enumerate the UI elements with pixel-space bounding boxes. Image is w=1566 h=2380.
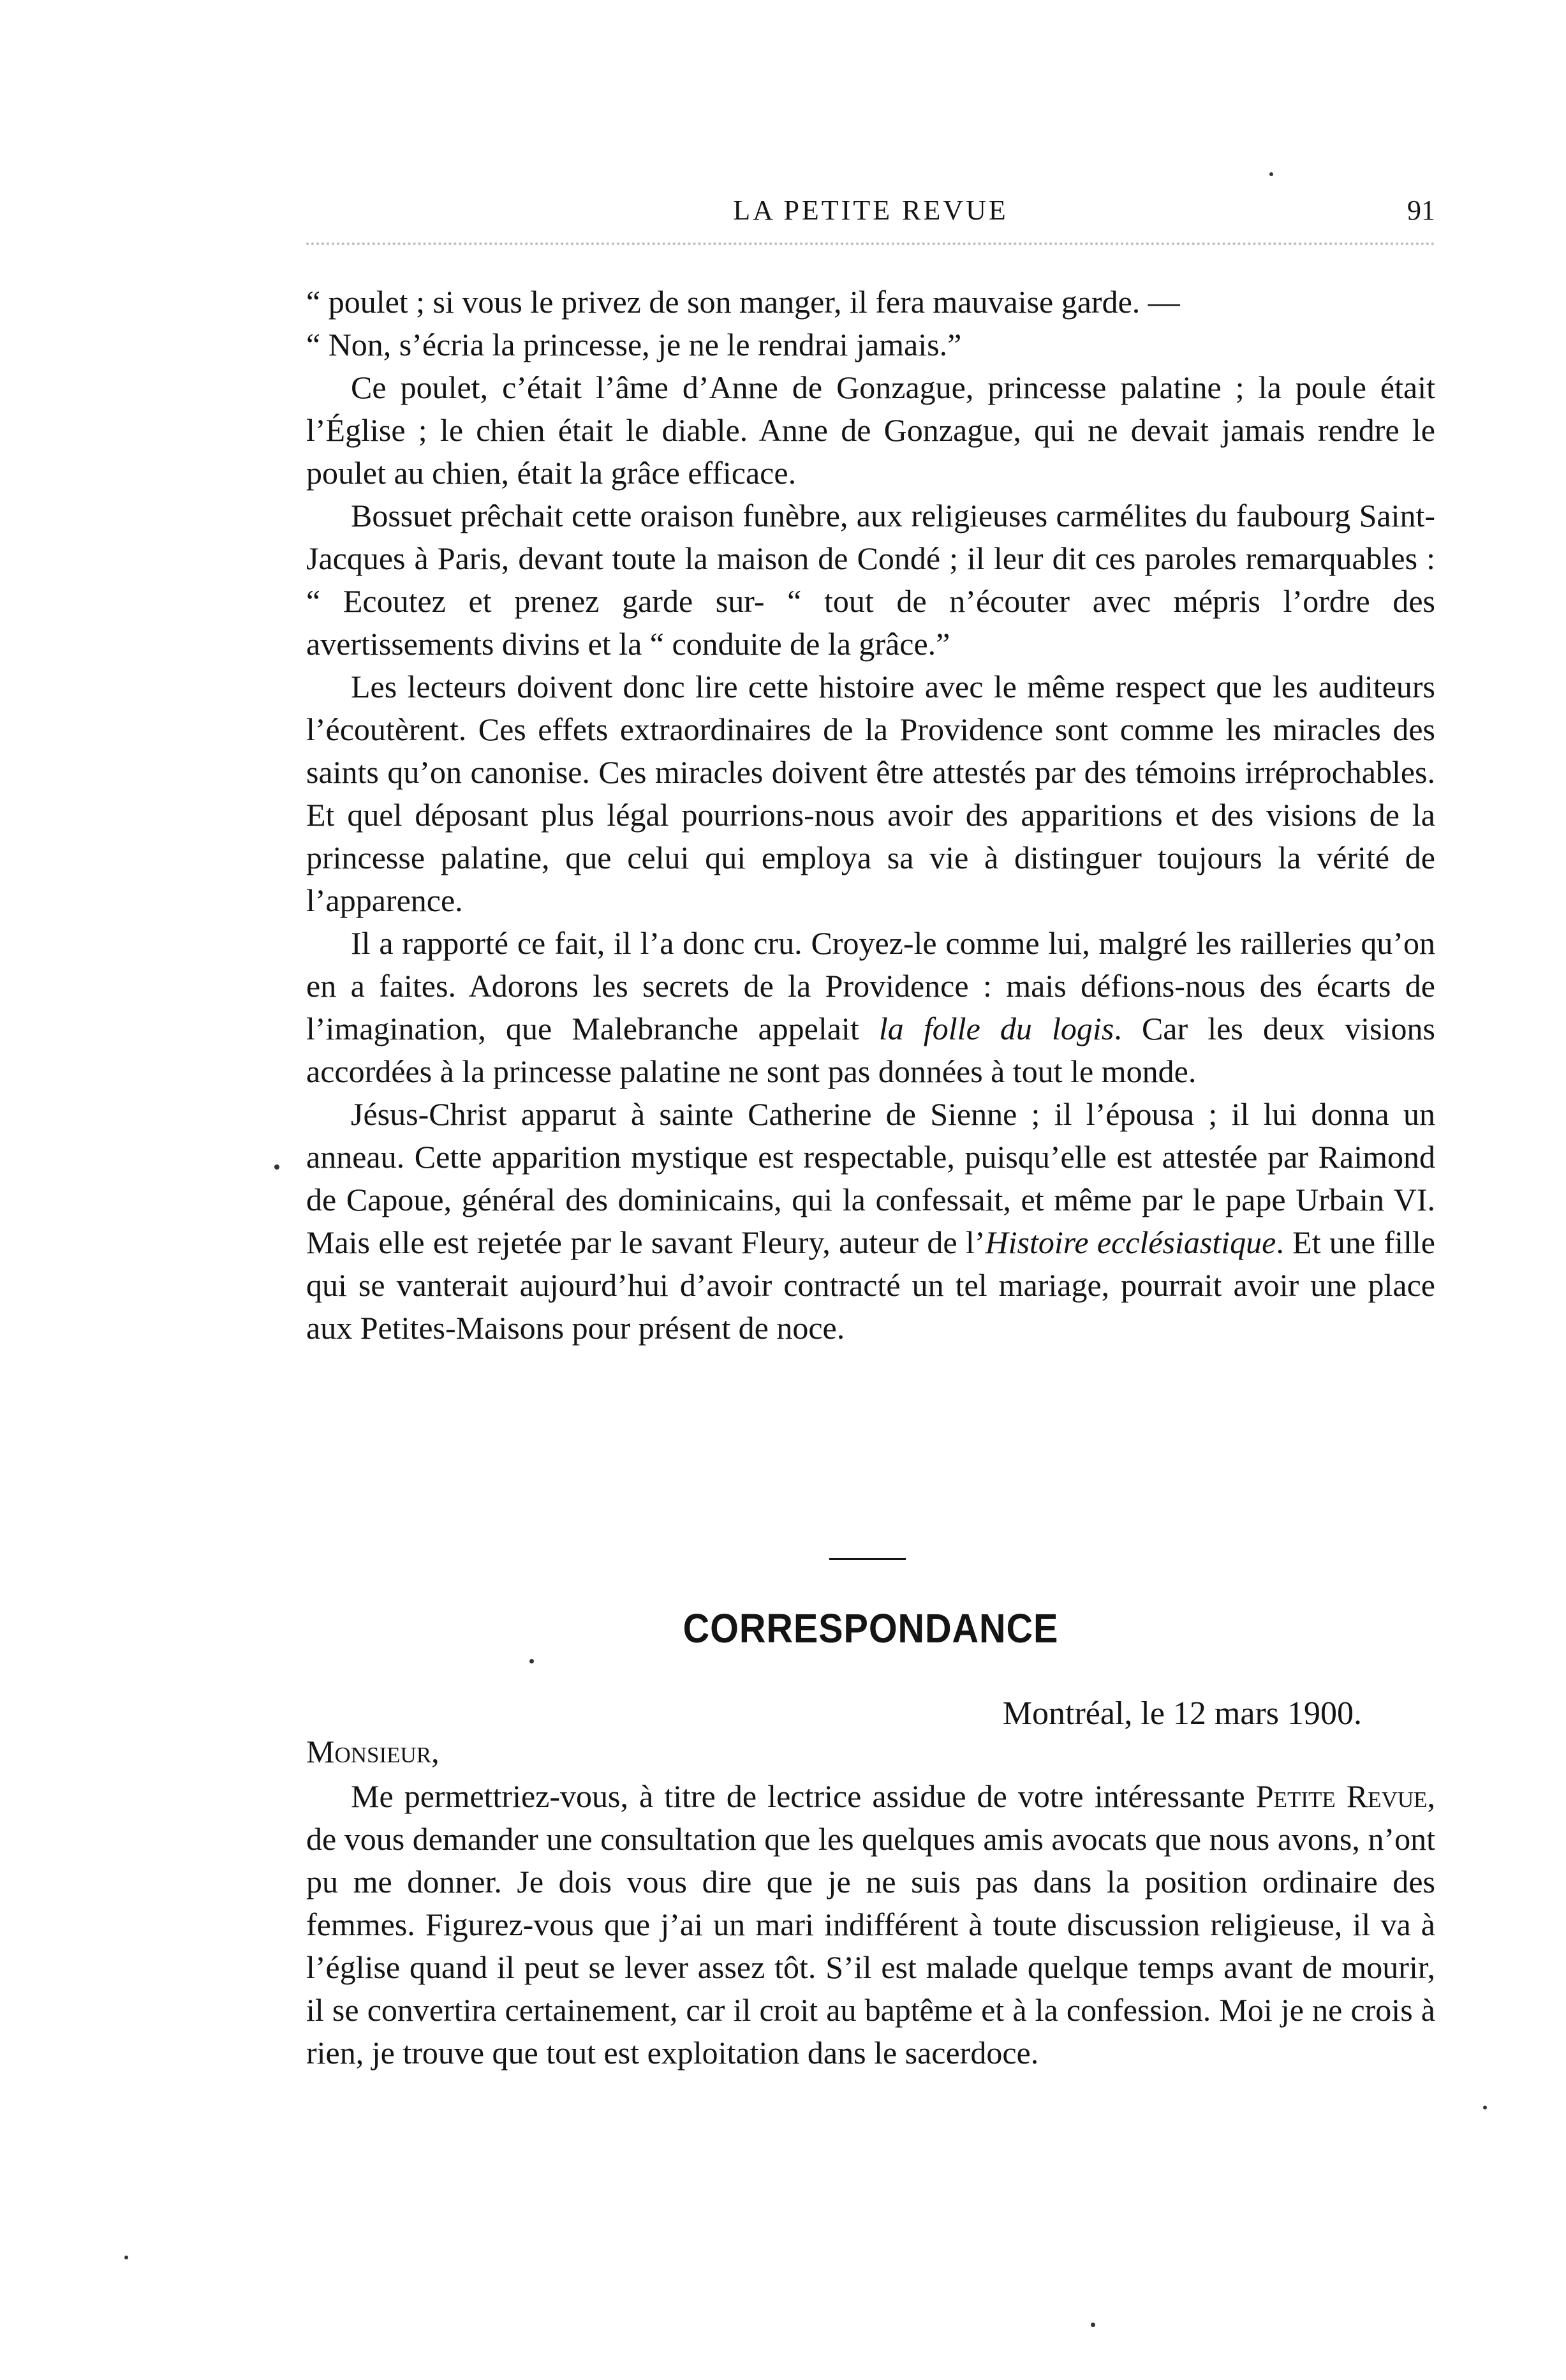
paragraph-5-text-a: Il a rapporté ce fait, il l’a donc cru. Croyez-le comme lui, malgré les railleries qu’on en a faites. Adorons les secrets de la Providence : mais défions-nous des écarts de l’imagination, que Malebranche appelait (306, 925, 1435, 1046)
section-divider (829, 1558, 906, 1560)
letter-salutation: Monsieur, (306, 1734, 440, 1769)
paragraph-6-text-a: Jésus-Christ apparut à sainte Catherine de Sienne ; il l’épousa ; il lui donna un anneau. Cette apparition mystique est respectable, puisqu’elle est attestée par Raimond de Capoue, général des dominicains, qui la confessait, et même par le pape Urbain VI. Mais elle est rejetée par le savant Fleury, auteur de l’ (306, 1096, 1435, 1260)
scan-speck (1483, 2106, 1487, 2109)
page-header (306, 191, 1435, 230)
scan-speck (1091, 2323, 1095, 2327)
running-head: LA PETITE REVUE (733, 195, 1008, 226)
paragraph-1 (306, 281, 1435, 366)
paragraph-6-italic: Histoire ecclésiastique (985, 1224, 1276, 1260)
paragraph-3: Bossuet prêchait cette oraison funèbre, aux religieuses carmélites du faubourg Saint-Jacques à Paris, devant toute la maison de Condé ; il leur dit ces paroles remarquables : “ Ecoutez et prenez garde sur- “ tout de n’écouter avec mépris l’ordre des avertissements divins et la “ conduite de la grâce.” (306, 498, 1435, 662)
scan-speck (1269, 172, 1273, 176)
paragraph-4: Les lecteurs doivent donc lire cette histoire avec le même respect que les auditeurs l’écoutèrent. Ces effets extraordinaires de la Providence sont comme les miracles des saints qu’on canonise. Ces miracles doivent être attestés par des témoins irréprochables. Et quel déposant plus légal pourrions-nous avoir des apparitions et des visions de la princesse palatine, que celui qui employa sa vie à distinguer toujours la vérité de l’apparence. (306, 669, 1435, 918)
paragraph-5-italic: la folle du logis (878, 1011, 1114, 1046)
header-rule (306, 242, 1435, 245)
scan-speck (274, 1164, 279, 1170)
letter-body (306, 1775, 1435, 2074)
paragraph-5 (306, 922, 1435, 1093)
scan-speck (529, 1659, 534, 1663)
page-number: 91 (1407, 195, 1435, 226)
paragraph-6 (306, 1093, 1435, 1350)
letter-date: Montréal, le 12 mars 1900. (1002, 1695, 1362, 1732)
scan-speck (124, 2256, 128, 2259)
publication-name: Petite Revue (1255, 1778, 1428, 1814)
letter-text-b: , de vous demander une consultation que les quelques amis avocats que nous avons, n’ont pu me donner. Je dois vous dire que je ne suis pas dans la position ordinaire des femmes. Figurez-vous que j’ai un mari indifférent à toute discussion religieuse, il va à l’église quand il peut se lever assez tôt. S’il est malade quelque temps avant de mourir, il se convertira certainement, car il croit au baptême et à la confession. Moi je ne crois à rien, je trouve que tout est exploitation dans le sacerdoce. (306, 1778, 1435, 2071)
article-body (306, 281, 1435, 1350)
letter-text-a: Me permettriez-vous, à titre de lectrice assidue de votre intéressante (351, 1778, 1256, 1814)
letter-paragraph-1 (306, 1775, 1435, 2074)
section-title: CORRESPONDANCE (683, 1605, 1059, 1651)
paragraph-6-text-b: . Et une fille qui se vanterait aujourd’hui d’avoir contracté un tel mariage, pourrait avoir une place aux Petites-Maisons pour présent de noce. (306, 1224, 1435, 1346)
paragraph-2: Ce poulet, c’était l’âme d’Anne de Gonzague, princesse palatine ; la poule était l’Église ; le chien était le diable. Anne de Gonzague, qui ne devait jamais rendre le poulet au chien, était la grâce efficace. (306, 369, 1435, 491)
paragraph-1-line-2: “ Non, s’écria la princesse, je ne le rendrai jamais.” (306, 327, 962, 362)
paragraph-1-line-1: “ poulet ; si vous le privez de son manger, il fera mauvaise garde. — (306, 284, 1180, 320)
paragraph-5-text-b: . Car les deux visions accordées à la princesse palatine ne sont pas données à tout le monde. (306, 1011, 1435, 1089)
